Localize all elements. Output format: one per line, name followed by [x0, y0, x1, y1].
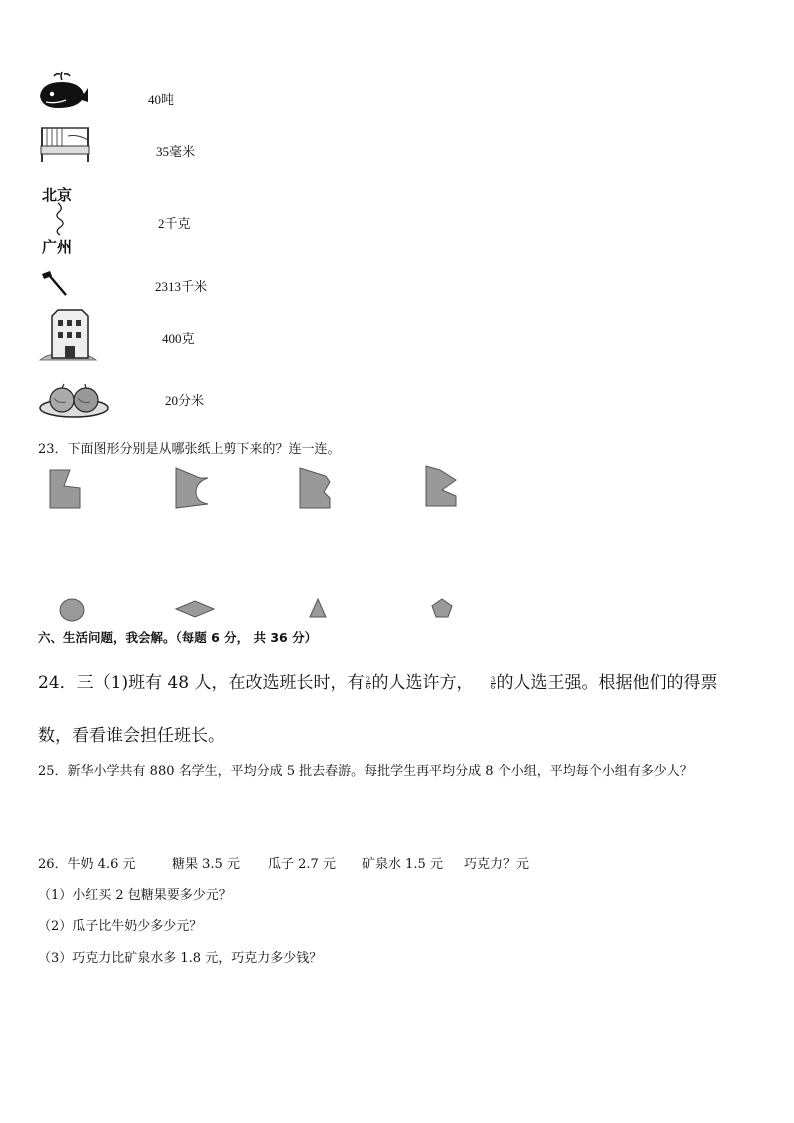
question-23: 23．下面图形分别是从哪张纸上剪下来的？连一连。 [38, 442, 341, 457]
map-label-guangzhou: 广州 [42, 238, 73, 256]
whale-icon [36, 70, 90, 110]
folded-paper-1-icon [48, 466, 84, 512]
question-24-line-2: 数，看看谁会担任班长。 [38, 726, 225, 746]
value-row-6: 20分米 [165, 393, 205, 408]
question-26-item-water: 矿泉水 1.5 元 [362, 857, 443, 872]
question-26-sub-1: （1）小红买 2 包糖果要多少元？ [38, 888, 232, 903]
bed-icon [38, 124, 92, 164]
question-24-line-1: 24．三（1)班有 48 人，在改选班长时，有 $\frac{2}{6}$ 的人选许方， $\frac{3}{6}$ 的人选王强。根据他们的得票 [38, 673, 718, 693]
value-row-1: 40吨 [148, 92, 175, 107]
fraction-one: $\frac{2}{6}$ [365, 676, 371, 691]
fraction-two: $\frac{3}{6}$ [490, 676, 496, 691]
circle-icon [58, 597, 86, 623]
folded-paper-3-icon [298, 466, 334, 512]
question-26-item-milk: 26．牛奶 4.6 元 [38, 857, 136, 872]
question-26-item-chocolate: 巧克力？元 [464, 857, 530, 872]
folded-paper-4-icon [424, 464, 460, 510]
rhombus-icon [174, 599, 216, 619]
pentagon-icon [430, 597, 454, 619]
question-26-sub-2: （2）瓜子比牛奶少多少元？ [38, 919, 203, 934]
question-26-sub-3: （3）巧克力比矿泉水多 1.8 元，巧克力多少钱？ [38, 951, 323, 966]
value-row-2: 35毫米 [156, 144, 196, 159]
building-icon [38, 306, 98, 362]
value-row-3: 2千克 [158, 216, 191, 231]
question-26-item-seeds: 瓜子 2.7 元 [268, 857, 336, 872]
question-26-item-candy: 糖果 3.5 元 [172, 857, 240, 872]
triangle-icon [308, 597, 328, 619]
folded-paper-2-icon [174, 466, 214, 512]
map-label-beijing: 北京 [42, 186, 73, 204]
value-row-5: 400克 [162, 331, 195, 346]
plate-of-apples-icon [38, 378, 110, 420]
nail-icon [40, 270, 70, 298]
value-row-4: 2313千米 [155, 279, 208, 294]
question-25: 25．新华小学共有 880 名学生，平均分成 5 批去春游。每批学生再平均分成 8 个小组，平均每个小组有多少人？ [38, 764, 693, 779]
section-6-title: 六、生活问题，我会解。（每题 6 分， 共 36 分） [38, 630, 318, 645]
route-map-icon [40, 184, 80, 256]
